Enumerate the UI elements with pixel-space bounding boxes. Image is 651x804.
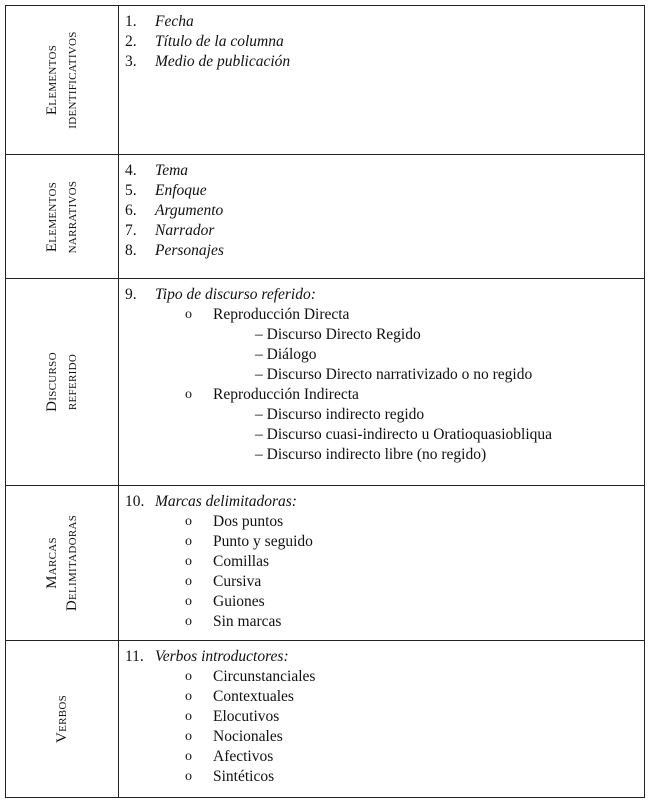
table-row xyxy=(6,641,645,798)
list-heading: 9. Tipo de discurso referido: xyxy=(125,286,316,303)
list-item: o Nocionales xyxy=(185,728,283,745)
bullet-icon: o xyxy=(185,594,192,609)
table-row xyxy=(6,6,645,155)
list-item: o Elocutivos xyxy=(185,708,280,725)
row-label-text: Elementos narrativos xyxy=(44,180,80,253)
row-label-text: Marcas Delimitadoras xyxy=(44,514,80,612)
list-item: 1. Fecha xyxy=(125,13,194,30)
row-content xyxy=(119,641,645,798)
list-item: 7. Narrador xyxy=(125,222,215,239)
list-item: o Comillas xyxy=(185,553,269,570)
list-item: o Sin marcas xyxy=(185,613,282,630)
row-content xyxy=(119,279,645,486)
list-item: 8. Personajes xyxy=(125,242,224,259)
row-label xyxy=(6,279,119,486)
row-content xyxy=(119,6,645,155)
list-item: o Sintéticos xyxy=(185,768,275,785)
list-subitem: – Discurso indirecto libre (no regido) xyxy=(255,446,487,463)
bullet-icon: o xyxy=(185,614,192,629)
row-label-text: Discurso referido xyxy=(44,352,80,412)
bullet-icon: o xyxy=(185,307,192,322)
row-content xyxy=(119,486,645,641)
row-label xyxy=(6,6,119,155)
list-item: o Afectivos xyxy=(185,748,274,765)
bullet-icon: o xyxy=(185,514,192,529)
list-item: o Contextuales xyxy=(185,688,294,705)
row-label-text: Elementos identificativos xyxy=(44,31,80,129)
list-item: o Dos puntos xyxy=(185,513,284,530)
list-item: 2. Título de la columna xyxy=(125,33,284,50)
row-label-text: Verbos xyxy=(54,694,70,744)
bullet-icon: o xyxy=(185,729,192,744)
list-item: o Guiones xyxy=(185,593,265,610)
bullet-icon: o xyxy=(185,749,192,764)
list-subitem: – Discurso Directo Regido xyxy=(255,326,421,343)
list-item: o Circunstanciales xyxy=(185,668,316,685)
bullet-icon: o xyxy=(185,709,192,724)
bullet-icon: o xyxy=(185,574,192,589)
bullet-icon: o xyxy=(185,534,192,549)
list-subitem: – Discurso indirecto regido xyxy=(255,406,425,423)
row-label xyxy=(6,486,119,641)
table-row xyxy=(6,486,645,641)
list-item: 3. Medio de publicación xyxy=(125,53,291,70)
bullet-icon: o xyxy=(185,689,192,704)
list-subitem: – Discurso Directo narrativizado o no regido xyxy=(255,366,533,383)
row-content xyxy=(119,155,645,279)
classification-table xyxy=(5,5,645,798)
bullet-icon: o xyxy=(185,554,192,569)
list-item: 4. Tema xyxy=(125,162,189,179)
list-item: o Punto y seguido xyxy=(185,533,313,550)
table-row xyxy=(6,279,645,486)
row-label xyxy=(6,155,119,279)
list-item: 5. Enfoque xyxy=(125,182,207,199)
list-item: 6. Argumento xyxy=(125,202,224,219)
bullet-icon: o xyxy=(185,387,192,402)
list-subitem: – Discurso cuasi-indirecto u Oratioquasiobliqua xyxy=(255,426,553,443)
list-subitem: – Diálogo xyxy=(255,346,317,363)
list-item: o Reproducción Directa xyxy=(185,306,350,323)
list-item: o Reproducción Indirecta xyxy=(185,386,359,403)
list-heading: 11. Verbos introductores: xyxy=(125,648,289,665)
bullet-icon: o xyxy=(185,669,192,684)
list-heading: 10. Marcas delimitadoras: xyxy=(125,493,297,510)
row-label xyxy=(6,641,119,798)
bullet-icon: o xyxy=(185,769,192,784)
table-row xyxy=(6,155,645,279)
list-item: o Cursiva xyxy=(185,573,262,590)
